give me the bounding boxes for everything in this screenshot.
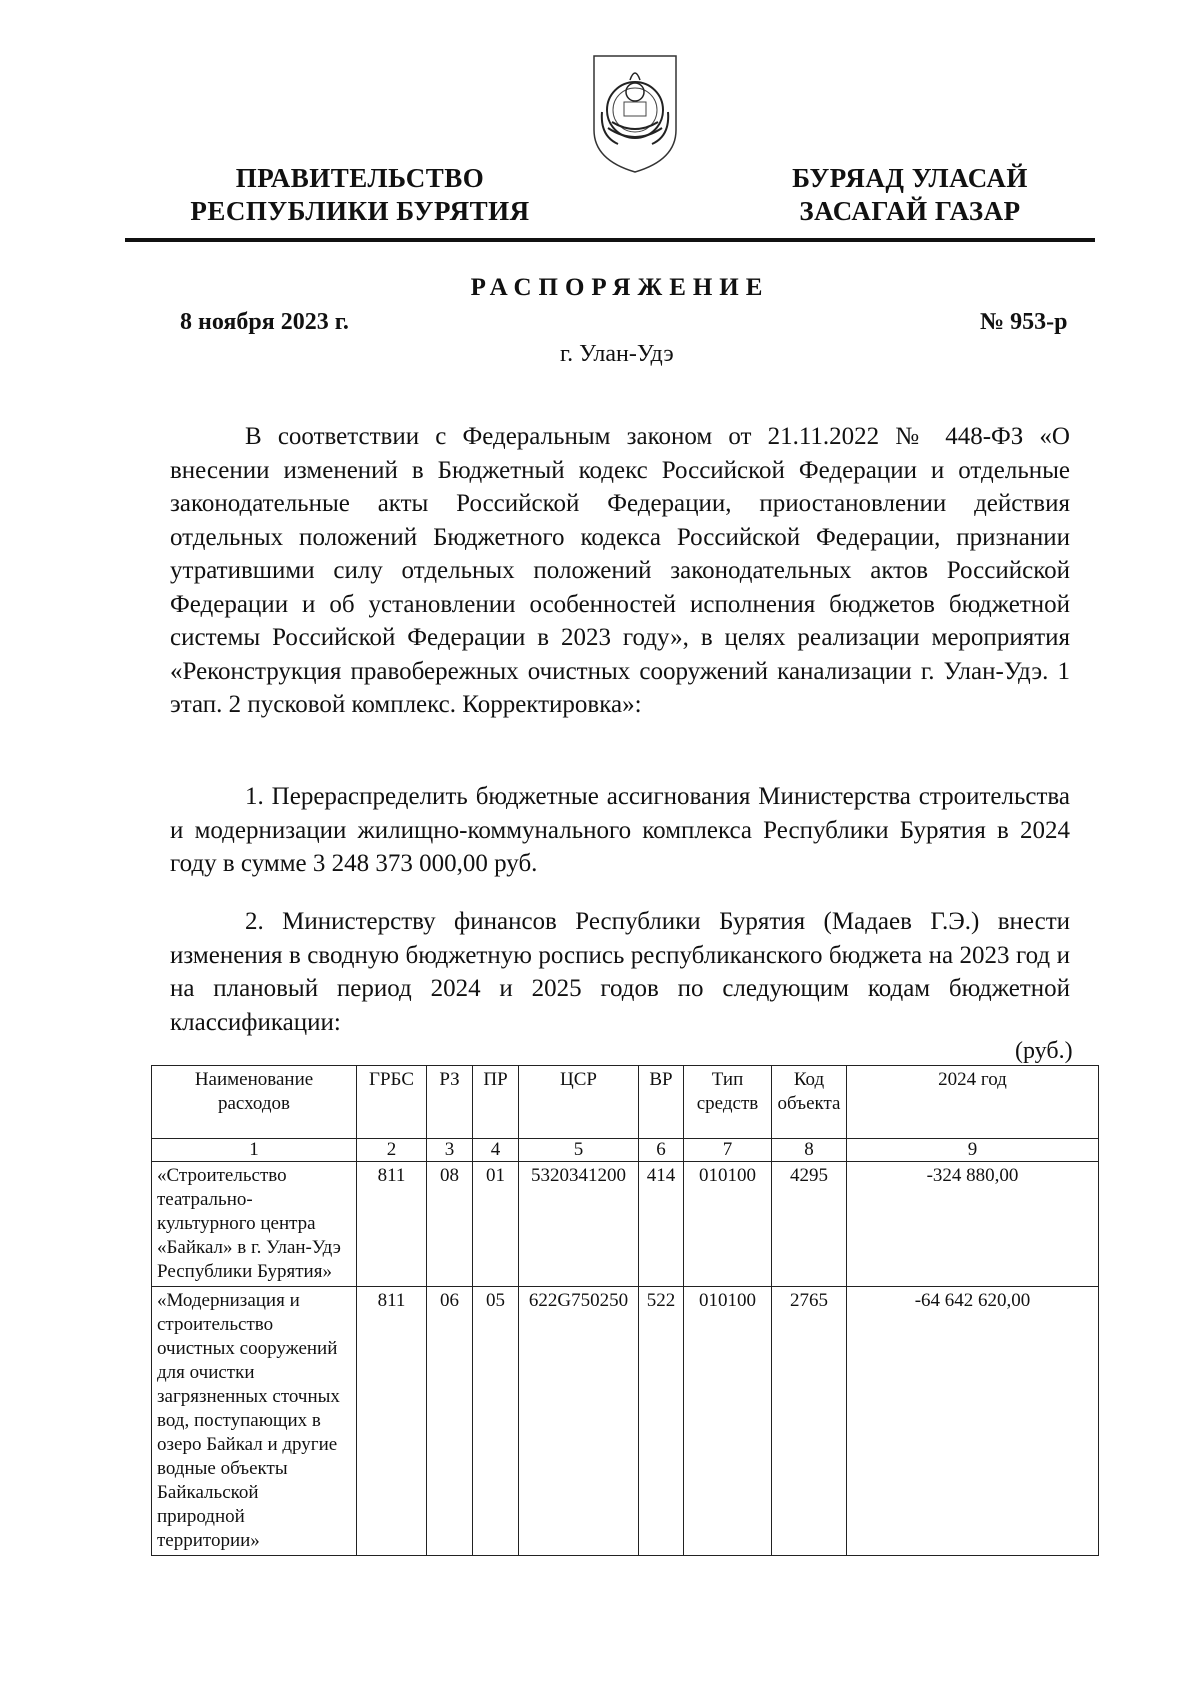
row-amount: -324 880,00 bbox=[847, 1162, 1099, 1287]
header-left-line-2: РЕСПУБЛИКИ БУРЯТИЯ bbox=[190, 196, 530, 226]
header-cell-csr: ЦСР bbox=[519, 1066, 639, 1139]
header-right-line-2: ЗАСАГАЙ ГАЗАР bbox=[799, 196, 1021, 226]
column-number: 8 bbox=[772, 1139, 847, 1162]
header-cell-grbs: ГРБС bbox=[357, 1066, 427, 1139]
budget-table bbox=[151, 1065, 1099, 1556]
header-cell-year: 2024 год bbox=[847, 1066, 1099, 1139]
row-type: 010100 bbox=[684, 1162, 772, 1287]
column-number: 5 bbox=[519, 1139, 639, 1162]
header-cell-type: Тип средств bbox=[684, 1066, 772, 1139]
column-number: 3 bbox=[427, 1139, 473, 1162]
header-cell-name: Наименование расходов bbox=[152, 1066, 357, 1139]
header-left-line-1: ПРАВИТЕЛЬСТВО bbox=[235, 163, 485, 193]
column-number: 2 bbox=[357, 1139, 427, 1162]
header-cell-code: Код объекта bbox=[772, 1066, 847, 1139]
row-name: «Строительство театрально-культурного центра «Байкал» в г. Улан-Удэ Республики Бурятия» bbox=[152, 1162, 357, 1287]
column-number: 4 bbox=[473, 1139, 519, 1162]
header-cell-pr: ПР bbox=[473, 1066, 519, 1139]
row-grbs: 811 bbox=[357, 1287, 427, 1556]
preamble-paragraph: В соответствии с Федеральным законом от 21.11.2022 № 448-ФЗ «О внесении изменений в Бюджетный кодекс Российской Федерации и отдельные законодательные акты Российской Федерации, приостановлении действия отдельных положений Бюджетного кодекса Российской Федерации, признании утратившими силу отдельных положений законодательных актов Российской Федерации и об установлении особенностей исполнения бюджетов бюджетной системы Российской Федерации в 2023 году», в целях реализации мероприятия «Реконструкция правобережных очистных сооружений канализации г. Улан-Удэ. 1 этап. 2 пусковой комплекс. Корректировка»: bbox=[170, 423, 1070, 718]
row-name: «Модернизация и строительство очистных сооружений для очистки загрязненных сточных вод, поступающих в озеро Байкал и другие водные объекты Байкальской природной территории» bbox=[152, 1287, 357, 1556]
column-number: 9 bbox=[847, 1139, 1099, 1162]
row-code: 2765 bbox=[772, 1287, 847, 1556]
header-cell-vr: ВР bbox=[639, 1066, 684, 1139]
row-type: 010100 bbox=[684, 1287, 772, 1556]
table-row bbox=[152, 1287, 1099, 1556]
header-cell-rz: РЗ bbox=[427, 1066, 473, 1139]
row-pr: 05 bbox=[473, 1287, 519, 1556]
row-vr: 414 bbox=[639, 1162, 684, 1287]
header-divider bbox=[125, 238, 1095, 242]
table-unit-label: (руб.) bbox=[1015, 1038, 1073, 1064]
document-date: 8 ноября 2023 г. bbox=[180, 309, 349, 335]
row-amount: -64 642 620,00 bbox=[847, 1287, 1099, 1556]
row-vr: 522 bbox=[639, 1287, 684, 1556]
table-row bbox=[152, 1162, 1099, 1287]
row-rz: 06 bbox=[427, 1287, 473, 1556]
column-number: 1 bbox=[152, 1139, 357, 1162]
clause-2-paragraph: 2. Министерству финансов Республики Бурятия (Мадаев Г.Э.) внести изменения в сводную бюджетную роспись республиканского бюджета на 2023 год и на плановый период 2024 и 2025 годов по следующим кодам бюджетной классификации: bbox=[170, 908, 1070, 1036]
row-code: 4295 bbox=[772, 1162, 847, 1287]
coat-of-arms-icon bbox=[590, 52, 680, 174]
table-header-row bbox=[152, 1066, 1099, 1139]
column-number: 6 bbox=[639, 1139, 684, 1162]
column-number: 7 bbox=[684, 1139, 772, 1162]
column-number-row bbox=[152, 1139, 1099, 1162]
row-csr: 622G750250 bbox=[519, 1287, 639, 1556]
document-number: № 953-р bbox=[980, 309, 1068, 335]
row-pr: 01 bbox=[473, 1162, 519, 1287]
row-grbs: 811 bbox=[357, 1162, 427, 1287]
document-title: РАСПОРЯЖЕНИЕ bbox=[470, 274, 770, 301]
document-city: г. Улан-Удэ bbox=[560, 341, 674, 367]
header-left bbox=[175, 162, 545, 228]
header-right bbox=[760, 162, 1060, 228]
clause-1-paragraph: 1. Перераспределить бюджетные ассигнования Министерства строительства и модернизации жилищно-коммунального комплекса Республики Бурятия в 2024 году в сумме 3 248 373 000,00 руб. bbox=[170, 783, 1070, 877]
row-rz: 08 bbox=[427, 1162, 473, 1287]
row-csr: 5320341200 bbox=[519, 1162, 639, 1287]
header-right-line-1: БУРЯАД УЛАСАЙ bbox=[792, 163, 1028, 193]
